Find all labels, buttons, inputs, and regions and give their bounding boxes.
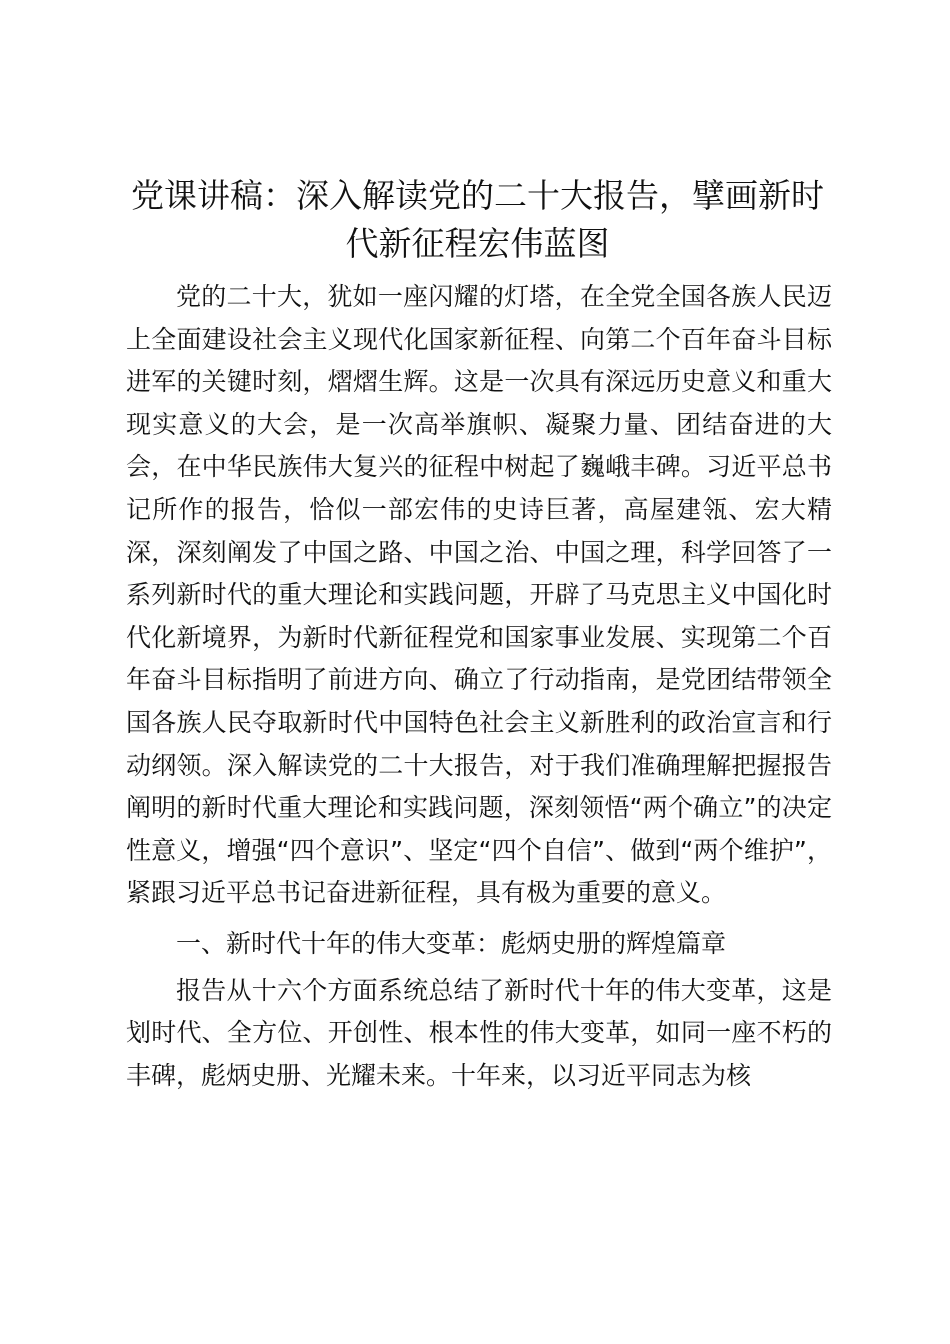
document-title: 党课讲稿：深入解读党的二十大报告，擘画新时代新征程宏伟蓝图 — [131, 176, 824, 263]
section-heading: 一、新时代十年的伟大变革：彪炳史册的辉煌篇章 — [176, 928, 727, 958]
paragraph-section-one: 报告从十六个方面系统总结了新时代十年的伟大变革，这是划时代、全方位、开创性、根本性的伟大变革，如同一座不朽的丰碑，彪炳史册、光耀未来。十年来，以习近平同志为核 — [126, 975, 832, 1090]
paragraph-intro: 党的二十大，犹如一座闪耀的灯塔，在全党全国各族人民迈上全面建设社会主义现代化国家新征程、向第二个百年奋斗目标进军的关键时刻，熠熠生辉。这是一次具有深远历史意义和重大现实意义的大会，是一次高举旗帜、凝聚力量、团结奋进的大会，在中华民族伟大复兴的征程中树起了巍峨丰碑。习近平总书记所作的报告，恰似一部宏伟的史诗巨著，高屋建瓴、宏大精深，深刻阐发了中国之路、中国之治、中国之理，科学回答了一系列新时代的重大理论和实践问题，开辟了马克思主义中国化时代化新境界，为新时代新征程党和国家事业发展、实现第二个百年奋斗目标指明了前进方向、确立了行动指南，是党团结带领全国各族人民夺取新时代中国特色社会主义新胜利的政治宣言和行动纲领。深入解读党的二十大报告，对于我们准确理解把握报告阐明的新时代重大理论和实践问题，深刻领悟“两个确立”的决定性意义，增强“四个意识”、坚定“四个自信”、做到“两个维护”，紧跟习近平总书记奋进新征程，具有极为重要的意义。 — [126, 282, 832, 908]
document-body — [126, 276, 832, 1097]
